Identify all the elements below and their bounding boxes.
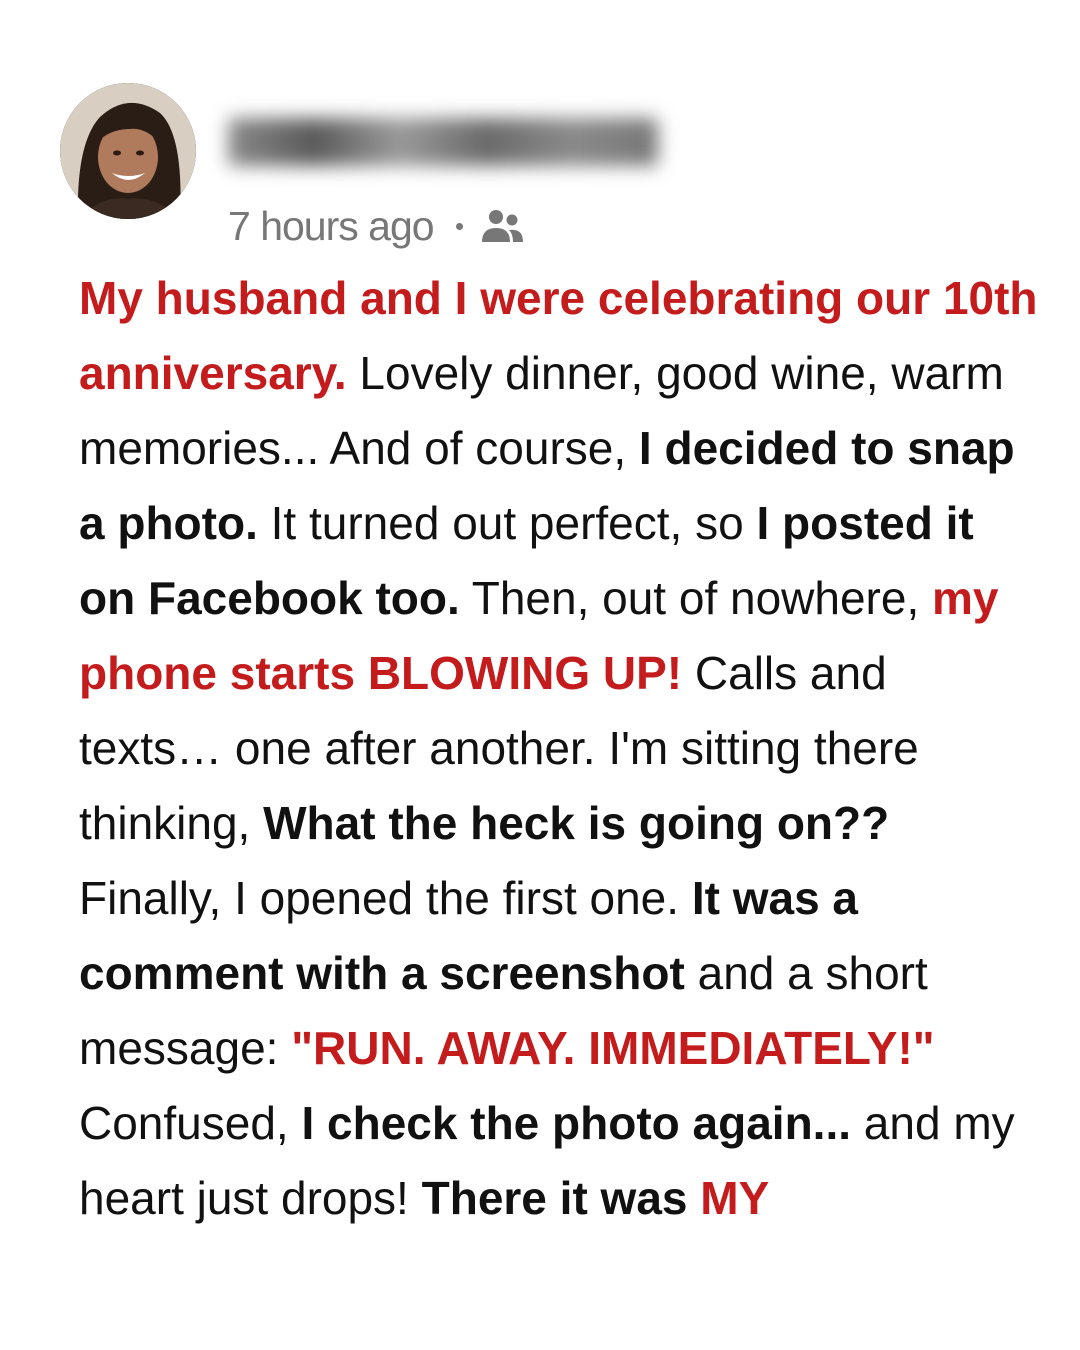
post-highlight-red: my phone starts BLOWING UP! — [79, 572, 999, 699]
post-text-segment: Calls and texts… one after another. I'm sitting there thinking, — [79, 647, 919, 849]
post-highlight-bold: It was a comment with a screenshot — [79, 872, 859, 999]
post-text-segment: and a short message: — [79, 947, 928, 1074]
post-text-segment: Lovely dinner, good wine, warm memories... And of course, — [79, 347, 1004, 474]
post-meta — [228, 200, 525, 252]
timestamp[interactable]: 7 hours ago — [228, 202, 434, 249]
post-highlight-bold: I posted it on Facebook too. — [79, 497, 974, 624]
post-text-segment: and my heart just drops! — [79, 1097, 1015, 1224]
post-text-segment: Then, out of nowhere, — [459, 572, 933, 624]
post-highlight-bold: I check the photo again... — [301, 1097, 852, 1149]
post-highlight-bold: What the heck is going on?? — [263, 797, 890, 849]
post-highlight-bold: I decided to snap a photo. — [79, 422, 1015, 549]
post-highlight-bold: There it was — [421, 1172, 688, 1224]
post-text-segment: Finally, I opened the first one. — [79, 872, 692, 924]
post-text-segment — [688, 1172, 701, 1224]
separator-dot — [456, 223, 463, 230]
post-body — [79, 261, 1039, 1236]
avatar[interactable] — [60, 83, 196, 219]
post-highlight-red: MY — [700, 1172, 770, 1224]
post-text-segment: Confused, — [79, 1097, 302, 1149]
friends-icon[interactable] — [479, 208, 525, 244]
post-text-segment: It turned out perfect, so — [257, 497, 757, 549]
avatar-photo — [60, 83, 196, 219]
username-blurred[interactable] — [228, 118, 658, 166]
post-highlight-red: "RUN. AWAY. IMMEDIATELY!" — [291, 1022, 935, 1074]
post-highlight-red: My husband and I were celebrating our 10th anniversary. — [79, 272, 1038, 399]
